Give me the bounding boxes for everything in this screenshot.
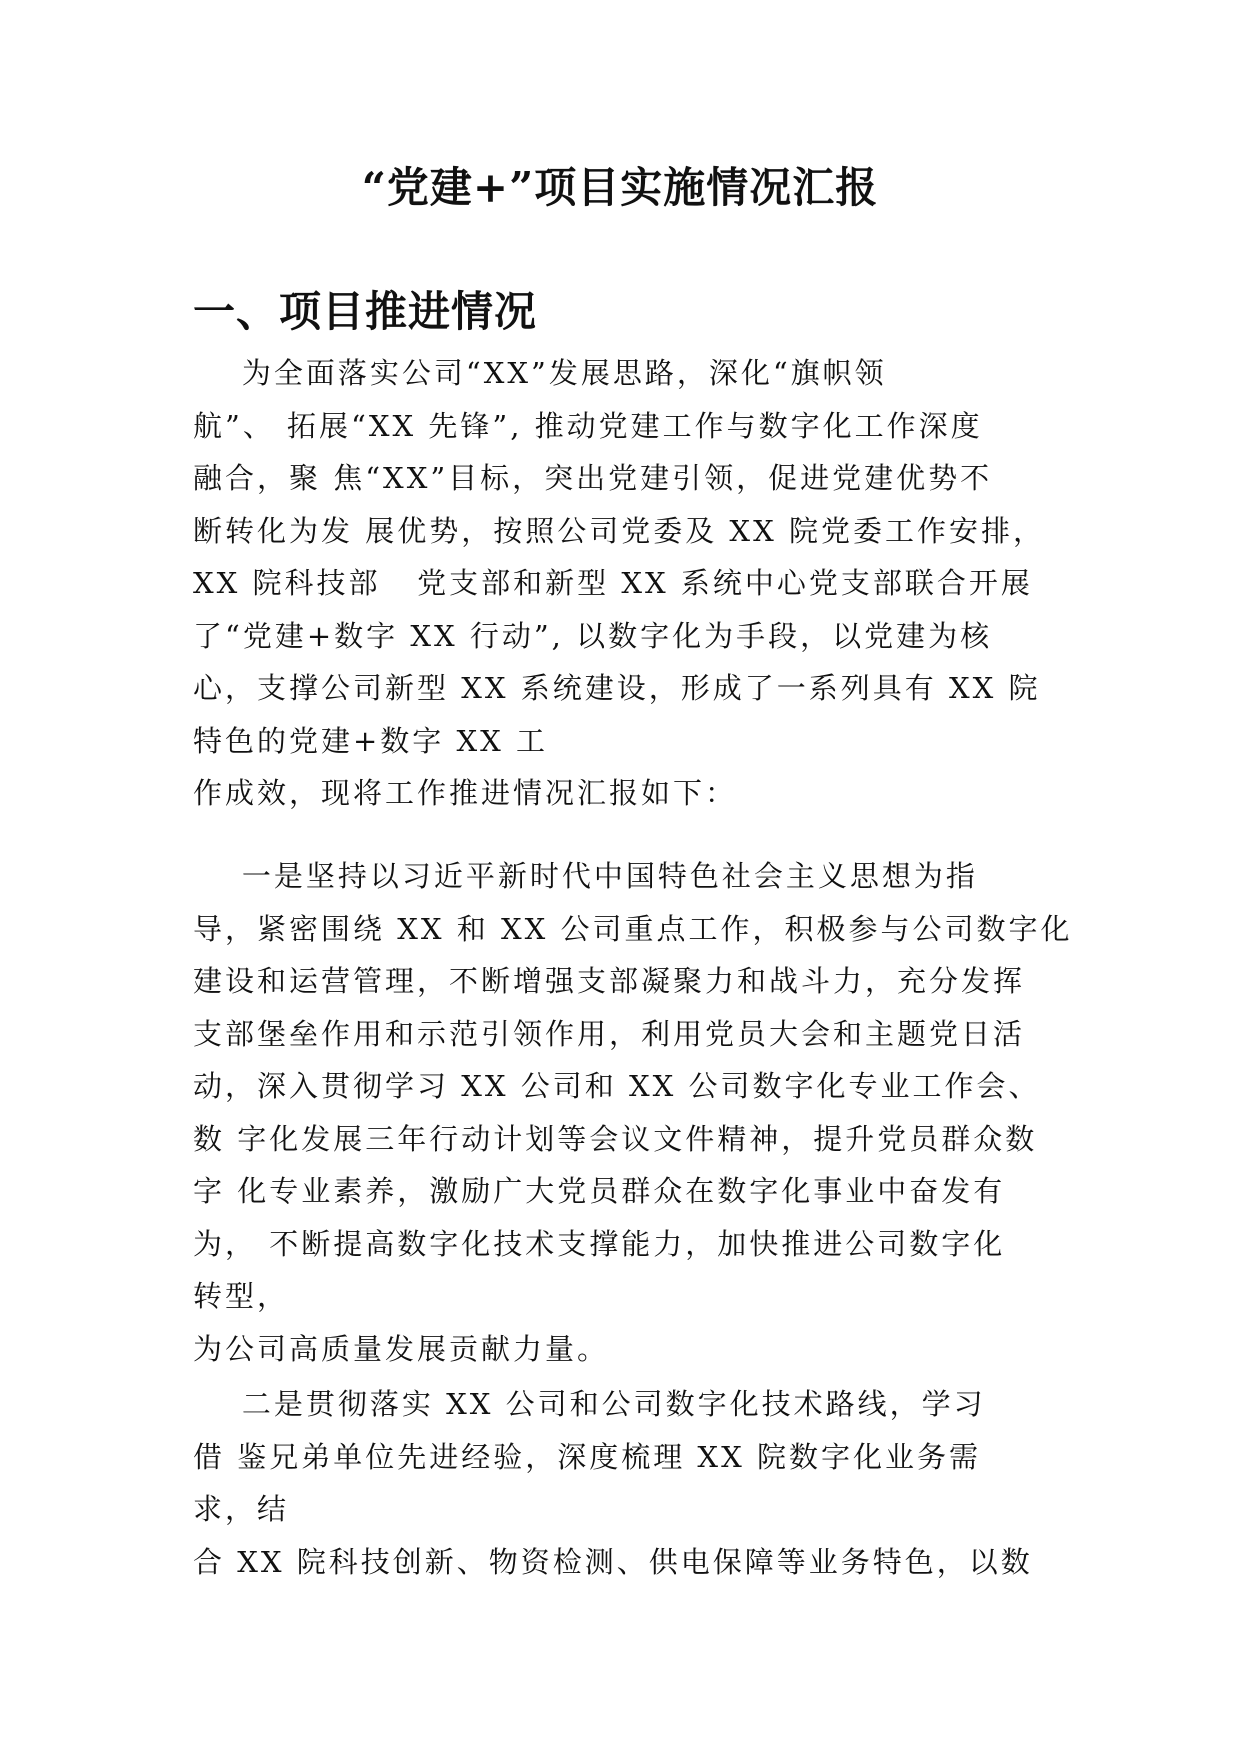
paragraph-line: 合 XX 院科技创新、物资检测、供电保障等业务特色，以数 (193, 1544, 1033, 1579)
paragraph-line: 求，结 (193, 1492, 290, 1526)
paragraph-line: 建设和运营管理，不断增强支部凝聚力和战斗力，充分发挥 (193, 964, 1026, 998)
paragraph-intro (193, 347, 1073, 820)
paragraph-line: 了“党建+数字 XX 行动”, 以数字化为手段，以党建为核 (193, 618, 993, 653)
paragraph-line: 支部堡垒作用和示范引领作用，利用党员大会和主题党日活 (193, 1016, 1026, 1051)
paragraph-line: 为公司高质量发展贡献力量。 (193, 1331, 610, 1366)
paragraph-line: 特色的党建+数字 XX 工 (193, 723, 549, 758)
paragraph-line: 心，支撑公司新型 XX 系统建设，形成了一系列具有 XX 院 (193, 671, 1041, 705)
paragraph-line: XX 院科技部 党支部和新型 XX 系统中心党支部联合开展 (193, 566, 1033, 600)
paragraph-line: 融合，聚 焦“XX”目标，突出党建引领，促进党建优势不 (193, 461, 993, 495)
paragraph-line: 断转化为发 展优势，按照公司党委及 XX 院党委工作安排， (193, 513, 1045, 548)
paragraph-line: 作成效，现将工作推进情况汇报如下： (193, 776, 738, 810)
paragraph-line: 航”、 拓展“XX 先锋”, 推动党建工作与数字化工作深度 (193, 408, 983, 443)
document-title: “党建+”项目实施情况汇报 (361, 163, 879, 212)
paragraph-line: 动，深入贯彻学习 XX 公司和 XX 公司数字化专业工作会、 (193, 1069, 1041, 1103)
paragraph-line: 一是坚持以习近平新时代中国特色社会主义思想为指 (193, 859, 978, 893)
section-heading: 一、项目推进情况 (193, 287, 538, 336)
paragraph-line: 借 鉴兄弟单位先进经验，深度梳理 XX 院数字化业务需 (193, 1439, 981, 1474)
paragraph-point-two (193, 1378, 1073, 1588)
paragraph-line: 为全面落实公司“XX”发展思路，深化“旗帜领 (193, 356, 887, 390)
paragraph-point-one (193, 850, 1073, 1375)
paragraph-line: 字 化专业素养，激励广大党员群众在数字化事业中奋发有 (193, 1174, 1006, 1208)
paragraph-line: 为， 不断提高数字化技术支撑能力，加快推进公司数字化 (193, 1226, 1006, 1261)
paragraph-line: 导，紧密围绕 XX 和 XX 公司重点工作，积极参与公司数字化 (193, 911, 1073, 946)
paragraph-line: 二是贯彻落实 XX 公司和公司数字化技术路线，学习 (193, 1387, 986, 1421)
paragraph-line: 转型， (193, 1279, 290, 1313)
paragraph-line: 数 字化发展三年行动计划等会议文件精神，提升党员群众数 (193, 1121, 1038, 1156)
